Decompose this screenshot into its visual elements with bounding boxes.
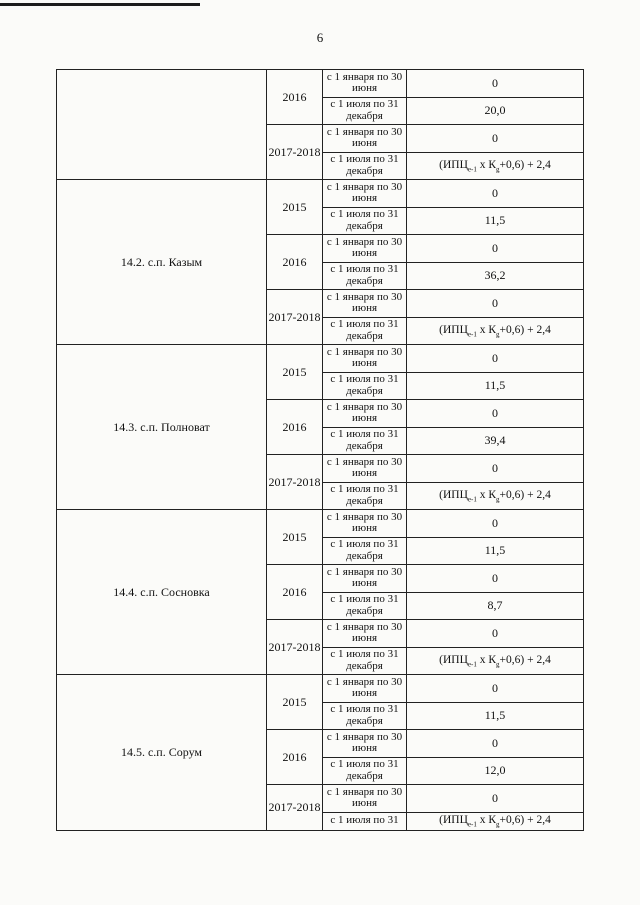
period-cell: с 1 июля по 31 декабря xyxy=(323,482,407,510)
period-cell: с 1 июля по 31 декабря xyxy=(323,427,407,455)
tariff-table xyxy=(56,69,584,831)
year-cell: 2015 xyxy=(267,675,323,730)
period-cell: с 1 июля по 31 декабря xyxy=(323,317,407,345)
year-cell: 2017-2018 xyxy=(267,290,323,345)
year-cell: 2017-2018 xyxy=(267,785,323,831)
table-row xyxy=(57,70,584,98)
area-cell: 14.3. с.п. Полноват xyxy=(57,345,267,510)
period-cell: с 1 июля по 31 декабря xyxy=(323,592,407,620)
year-cell: 2015 xyxy=(267,345,323,400)
year-cell: 2017-2018 xyxy=(267,125,323,180)
formula-cell: ($ИПЦ_{e-1}$ x $К_g+0,6) + 2,4$ xyxy=(407,812,584,830)
value-cell: 8,7 xyxy=(407,592,584,620)
period-cell: с 1 июля по 31 декабря xyxy=(323,372,407,400)
period-cell: с 1 июля по 31 декабря xyxy=(323,647,407,675)
table-row xyxy=(57,510,584,538)
table-row xyxy=(57,345,584,373)
value-cell: 0 xyxy=(407,70,584,98)
period-cell: с 1 июля по 31 декабря xyxy=(323,262,407,290)
period-cell: с 1 июля по 31 декабря xyxy=(323,97,407,125)
table-row xyxy=(57,180,584,208)
year-cell: 2016 xyxy=(267,235,323,290)
value-cell: 0 xyxy=(407,785,584,813)
value-cell: 0 xyxy=(407,400,584,428)
period-cell: с 1 января по 30 июня xyxy=(323,510,407,538)
value-cell: 36,2 xyxy=(407,262,584,290)
period-cell: с 1 января по 30 июня xyxy=(323,565,407,593)
value-cell: 0 xyxy=(407,235,584,263)
area-cell xyxy=(57,70,267,180)
period-cell: с 1 января по 30 июня xyxy=(323,455,407,483)
value-cell: 0 xyxy=(407,345,584,373)
value-cell: 0 xyxy=(407,565,584,593)
period-cell: с 1 января по 30 июня xyxy=(323,730,407,758)
page-number: 6 xyxy=(316,30,324,45)
value-cell: 0 xyxy=(407,180,584,208)
period-cell: с 1 января по 30 июня xyxy=(323,290,407,318)
year-cell: 2017-2018 xyxy=(267,620,323,675)
value-cell: 39,4 xyxy=(407,427,584,455)
period-cell: с 1 января по 30 июня xyxy=(323,180,407,208)
year-cell: 2017-2018 xyxy=(267,455,323,510)
period-cell: с 1 июля по 31 xyxy=(323,812,407,830)
value-cell: 0 xyxy=(407,620,584,648)
period-cell: с 1 января по 30 июня xyxy=(323,125,407,153)
table-row xyxy=(57,675,584,703)
period-cell: с 1 января по 30 июня xyxy=(323,785,407,813)
value-cell: 11,5 xyxy=(407,372,584,400)
year-cell: 2016 xyxy=(267,400,323,455)
period-cell: с 1 июля по 31 декабря xyxy=(323,537,407,565)
value-cell: 0 xyxy=(407,510,584,538)
formula-cell: ($ИПЦ_{e-1}$ x $К_g+0,6) + 2,4$ xyxy=(407,317,584,345)
value-cell: 11,5 xyxy=(407,537,584,565)
formula-cell: ($ИПЦ_{e-1}$ x $К_g+0,6) + 2,4$ xyxy=(407,152,584,180)
value-cell: 20,0 xyxy=(407,97,584,125)
value-cell: 0 xyxy=(407,290,584,318)
value-cell: 11,5 xyxy=(407,207,584,235)
period-cell: с 1 января по 30 июня xyxy=(323,235,407,263)
period-cell: с 1 января по 30 июня xyxy=(323,70,407,98)
period-cell: с 1 июля по 31 декабря xyxy=(323,757,407,785)
value-cell: 11,5 xyxy=(407,702,584,730)
period-cell: с 1 июля по 31 декабря xyxy=(323,702,407,730)
year-cell: 2015 xyxy=(267,180,323,235)
value-cell: 0 xyxy=(407,730,584,758)
period-cell: с 1 июля по 31 декабря xyxy=(323,152,407,180)
period-cell: с 1 января по 30 июня xyxy=(323,345,407,373)
period-cell: с 1 июля по 31 декабря xyxy=(323,207,407,235)
scan-edge-rule xyxy=(0,3,200,6)
area-cell: 14.5. с.п. Сорум xyxy=(57,675,267,831)
area-cell: 14.2. с.п. Казым xyxy=(57,180,267,345)
year-cell: 2016 xyxy=(267,565,323,620)
value-cell: 12,0 xyxy=(407,757,584,785)
value-cell: 0 xyxy=(407,675,584,703)
value-cell: 0 xyxy=(407,455,584,483)
year-cell: 2016 xyxy=(267,730,323,785)
value-cell: 0 xyxy=(407,125,584,153)
area-cell: 14.4. с.п. Сосновка xyxy=(57,510,267,675)
period-cell: с 1 января по 30 июня xyxy=(323,400,407,428)
period-cell: с 1 января по 30 июня xyxy=(323,620,407,648)
year-cell: 2016 xyxy=(267,70,323,125)
formula-cell: ($ИПЦ_{e-1}$ x $К_g+0,6) + 2,4$ xyxy=(407,482,584,510)
period-cell: с 1 января по 30 июня xyxy=(323,675,407,703)
year-cell: 2015 xyxy=(267,510,323,565)
formula-cell: ($ИПЦ_{e-1}$ x $К_g+0,6) + 2,4$ xyxy=(407,647,584,675)
